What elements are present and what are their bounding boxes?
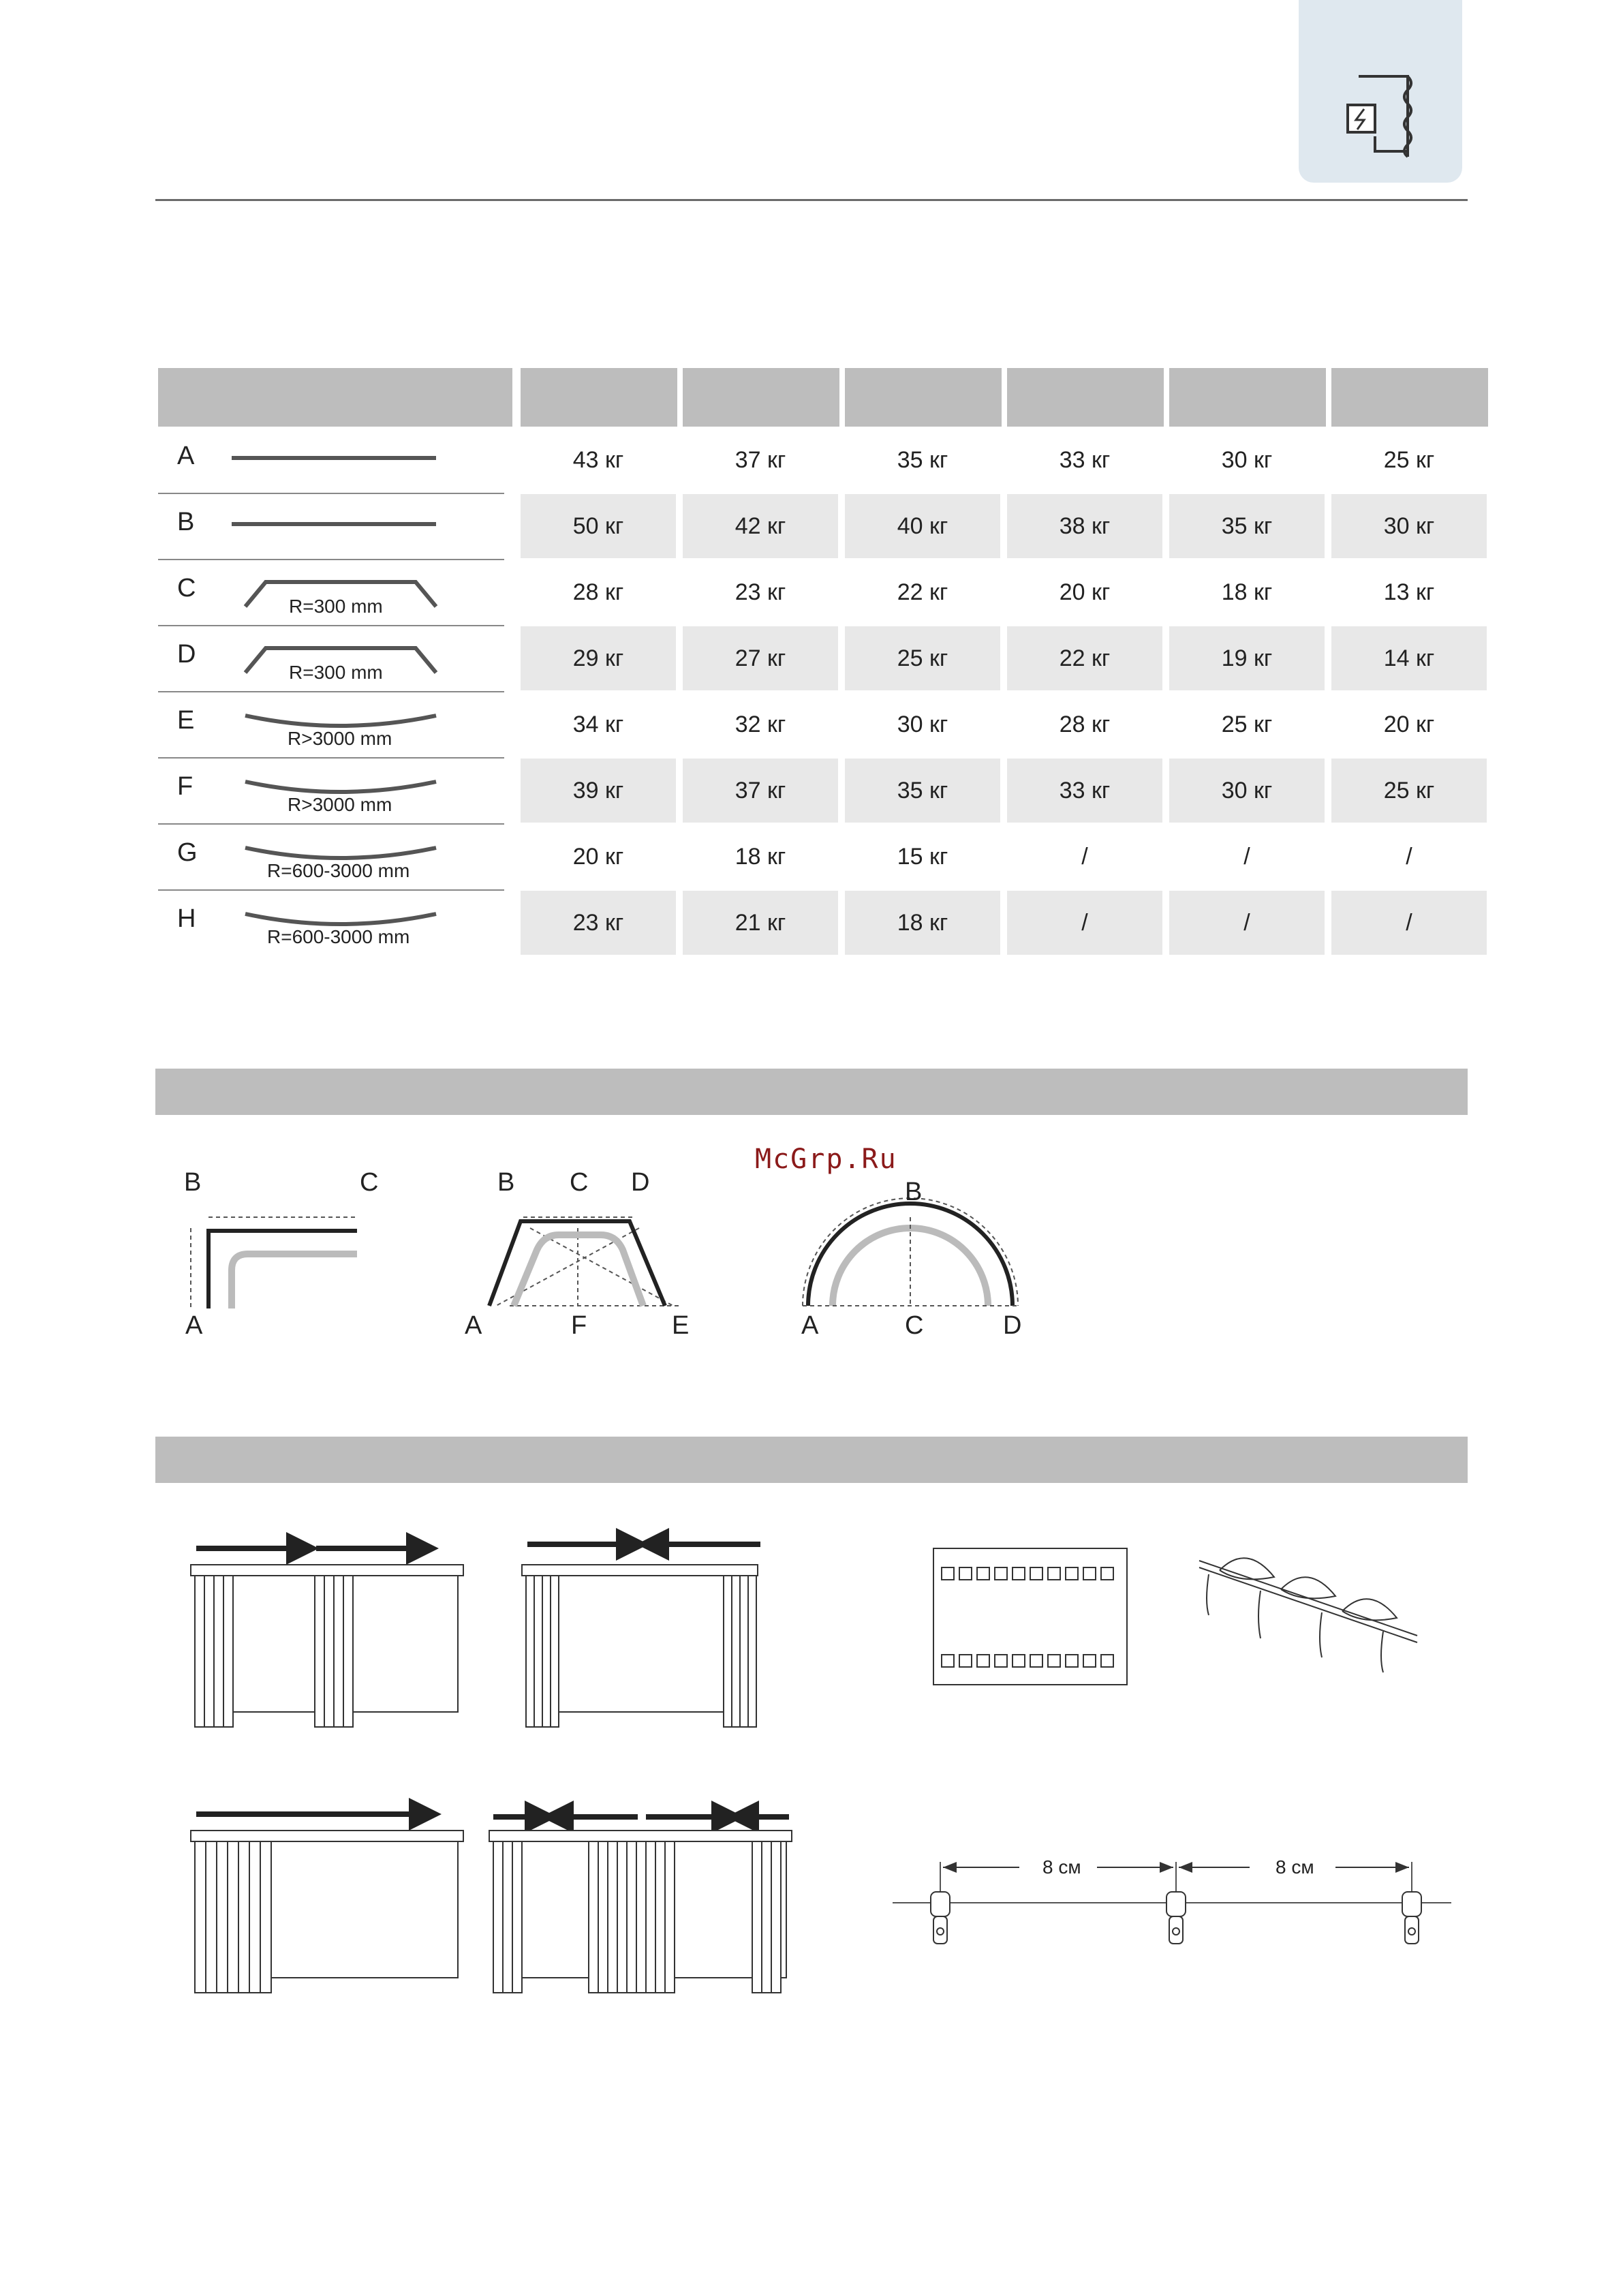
row-label: B bbox=[177, 508, 195, 536]
glider-icon bbox=[1402, 1892, 1421, 1944]
load-cell: 28 кг bbox=[1059, 711, 1111, 737]
load-cell: 35 кг bbox=[845, 759, 1000, 823]
tape-hole bbox=[1048, 1655, 1060, 1667]
row-divider bbox=[158, 559, 504, 560]
load-cell: 38 кг bbox=[1007, 494, 1162, 558]
load-cell: 32 кг bbox=[735, 711, 786, 737]
bay-label-b: B bbox=[497, 1168, 515, 1197]
row-label: E bbox=[177, 706, 195, 735]
section-band-curtains bbox=[155, 1437, 1468, 1483]
table-header-label bbox=[158, 368, 512, 427]
spacing-label-left: 8 см bbox=[1042, 1856, 1081, 1878]
load-cell: 23 кг bbox=[521, 891, 676, 955]
load-cell: 39 кг bbox=[521, 759, 676, 823]
table-header-col bbox=[1331, 368, 1488, 427]
track-shape-diagrams bbox=[155, 1186, 1109, 1363]
load-cell: 21 кг bbox=[683, 891, 838, 955]
load-cell: 43 кг bbox=[572, 446, 624, 473]
row-radius: R=600-3000 mm bbox=[267, 926, 410, 947]
curtain-arrangements bbox=[155, 1527, 837, 2017]
corner-label-c: C bbox=[360, 1168, 379, 1197]
load-cell: 30 кг bbox=[1331, 494, 1487, 558]
tape-hole bbox=[942, 1655, 954, 1667]
load-cell: 14 кг bbox=[1331, 626, 1487, 690]
row-label: G bbox=[177, 838, 198, 867]
tape-hole bbox=[1101, 1655, 1113, 1667]
bay-label-f: F bbox=[571, 1311, 587, 1340]
load-cell: 33 кг bbox=[1059, 446, 1111, 473]
load-cell: 40 кг bbox=[845, 494, 1000, 558]
table-header-col bbox=[845, 368, 1002, 427]
load-cell: / bbox=[1331, 891, 1487, 955]
track-sketch-icon bbox=[218, 497, 450, 551]
row-label: F bbox=[177, 772, 194, 801]
bay-label-d: D bbox=[631, 1168, 650, 1197]
row-radius: R=300 mm bbox=[289, 596, 383, 617]
corner-label-b: B bbox=[184, 1168, 202, 1197]
load-cell: 33 кг bbox=[1007, 759, 1162, 823]
row-radius: R=300 mm bbox=[289, 662, 383, 683]
tape-hole bbox=[959, 1655, 972, 1667]
tape-hole bbox=[1013, 1655, 1025, 1667]
load-cell: 25 кг bbox=[1383, 446, 1435, 473]
tape-hole bbox=[1083, 1655, 1096, 1667]
row-label: A bbox=[177, 442, 195, 470]
watermark: McGrp.Ru bbox=[755, 1144, 897, 1175]
load-cell: 13 кг bbox=[1383, 579, 1435, 605]
load-cell: 22 кг bbox=[1007, 626, 1162, 690]
load-cell: 25 кг bbox=[1331, 759, 1487, 823]
tape-hole bbox=[995, 1655, 1007, 1667]
load-cell: 35 кг bbox=[897, 446, 948, 473]
row-divider bbox=[158, 625, 504, 626]
load-cell: 25 кг bbox=[1221, 711, 1273, 737]
load-cell: 18 кг bbox=[845, 891, 1000, 955]
header-rule bbox=[155, 199, 1468, 201]
load-cell: 30 кг bbox=[897, 711, 948, 737]
load-cell: 20 кг bbox=[572, 843, 624, 870]
load-cell: 18 кг bbox=[1221, 579, 1273, 605]
row-radius: R>3000 mm bbox=[288, 728, 392, 749]
bay-label-e: E bbox=[672, 1311, 690, 1340]
row-divider bbox=[158, 757, 504, 759]
load-cell: 20 кг bbox=[1383, 711, 1435, 737]
track-sketch-icon bbox=[218, 431, 450, 485]
load-cell: / bbox=[1007, 891, 1162, 955]
tape-hole bbox=[1013, 1567, 1025, 1580]
tape-hole bbox=[942, 1567, 954, 1580]
load-cell: 27 кг bbox=[683, 626, 838, 690]
row-divider bbox=[158, 823, 504, 825]
tape-illustrations bbox=[927, 1540, 1444, 1704]
load-cell: 25 кг bbox=[845, 626, 1000, 690]
row-label: H bbox=[177, 904, 196, 933]
load-cell: 20 кг bbox=[1059, 579, 1111, 605]
tape-hole bbox=[1030, 1655, 1042, 1667]
tape-hole bbox=[1083, 1567, 1096, 1580]
row-radius: R>3000 mm bbox=[288, 794, 392, 815]
corner-label-a: A bbox=[185, 1311, 203, 1340]
curtain-tape-icon bbox=[933, 1548, 1127, 1685]
curtain-panel-multi bbox=[489, 1817, 792, 1993]
ripplefold-icon bbox=[1199, 1558, 1417, 1672]
tape-hole bbox=[1048, 1567, 1060, 1580]
tape-hole bbox=[977, 1567, 989, 1580]
row-divider bbox=[158, 493, 504, 494]
load-cell: 23 кг bbox=[735, 579, 786, 605]
table-header-col bbox=[521, 368, 677, 427]
bay-label-a: A bbox=[465, 1311, 482, 1340]
load-cell: 22 кг bbox=[897, 579, 948, 605]
load-cell: 50 кг bbox=[521, 494, 676, 558]
load-cell: 19 кг bbox=[1169, 626, 1325, 690]
arc-label-d: D bbox=[1003, 1311, 1022, 1340]
tape-hole bbox=[977, 1655, 989, 1667]
curtain-panel-one-way bbox=[191, 1814, 463, 1993]
row-divider bbox=[158, 889, 504, 891]
load-cell: 30 кг bbox=[1169, 759, 1325, 823]
load-cell: 37 кг bbox=[735, 446, 786, 473]
curtain-panel-split-right bbox=[191, 1548, 463, 1727]
glider-icon bbox=[931, 1892, 950, 1944]
load-cell: 28 кг bbox=[572, 579, 624, 605]
glider-icon bbox=[1166, 1892, 1186, 1944]
row-label: C bbox=[177, 574, 196, 602]
table-header-col bbox=[1007, 368, 1164, 427]
row-label: D bbox=[177, 640, 196, 669]
table-header-col bbox=[1169, 368, 1326, 427]
section-band-corners bbox=[155, 1069, 1468, 1115]
glider-spacing-diagram bbox=[886, 1847, 1458, 1997]
bay-label-c: C bbox=[570, 1168, 589, 1197]
load-cell: / bbox=[1406, 843, 1412, 870]
tape-hole bbox=[995, 1567, 1007, 1580]
load-cell: 42 кг bbox=[683, 494, 838, 558]
load-cell: 37 кг bbox=[683, 759, 838, 823]
load-cell: 34 кг bbox=[572, 711, 624, 737]
load-cell: / bbox=[1243, 843, 1250, 870]
section-tab bbox=[1299, 0, 1462, 183]
arc-label-a: A bbox=[801, 1311, 819, 1340]
tape-hole bbox=[1066, 1655, 1078, 1667]
tape-hole bbox=[1101, 1567, 1113, 1580]
arc-label-b: B bbox=[905, 1178, 923, 1206]
load-cell: / bbox=[1081, 843, 1088, 870]
table-header-col bbox=[683, 368, 839, 427]
load-cell: 29 кг bbox=[521, 626, 676, 690]
tape-hole bbox=[1066, 1567, 1078, 1580]
tape-hole bbox=[959, 1567, 972, 1580]
wall-mount-icon bbox=[1299, 0, 1462, 183]
row-divider bbox=[158, 691, 504, 692]
arc-label-c: C bbox=[905, 1311, 924, 1340]
spacing-label-right: 8 см bbox=[1276, 1856, 1314, 1878]
load-cell: / bbox=[1169, 891, 1325, 955]
load-cell: 18 кг bbox=[735, 843, 786, 870]
curtain-panel-center-close bbox=[522, 1544, 760, 1727]
row-radius: R=600-3000 mm bbox=[267, 860, 410, 881]
load-cell: 30 кг bbox=[1221, 446, 1273, 473]
tape-hole bbox=[1030, 1567, 1042, 1580]
load-cell: 15 кг bbox=[897, 843, 948, 870]
load-cell: 35 кг bbox=[1169, 494, 1325, 558]
